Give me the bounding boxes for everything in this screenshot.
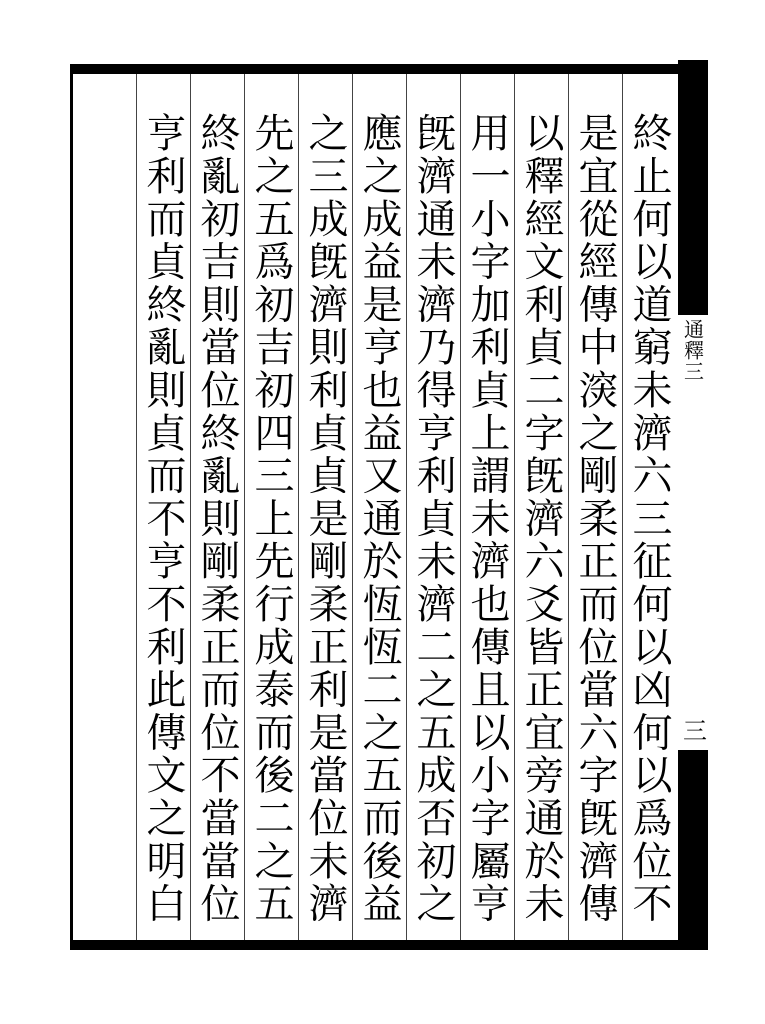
spine-black-band-bottom bbox=[678, 750, 708, 950]
text-column-10: 亨利而貞終亂則貞而不亨不利此傳文之明白 bbox=[136, 74, 190, 940]
folio-number: 三 bbox=[678, 710, 708, 750]
text-column-6: 應之成益是亨也益又通於恆恆二之五而後益 bbox=[352, 74, 406, 940]
text-column-2: 是宜從經傳中㴱之剛柔正而位當六字旣濟傳 bbox=[568, 74, 622, 940]
text-column-1: 終止何以道窮未濟六三征何以凶何以爲位不 bbox=[622, 74, 676, 940]
text-column-blank bbox=[82, 74, 136, 940]
text-columns bbox=[80, 74, 676, 940]
spine-black-band-top bbox=[678, 60, 708, 310]
spine-blank bbox=[678, 465, 708, 710]
spine-title: 通釋三 bbox=[678, 315, 708, 465]
text-column-8: 先之五爲初吉初四三上先行成泰而後二之五 bbox=[244, 74, 298, 940]
text-column-7: 之三成旣濟則利貞貞是剛柔正利是當位未濟 bbox=[298, 74, 352, 940]
book-spine bbox=[678, 60, 708, 950]
text-column-5: 旣濟通未濟乃得亨利貞未濟二之五成否初之 bbox=[406, 74, 460, 940]
text-column-3: 以釋經文利貞二字旣濟六爻皆正宜旁通於未 bbox=[514, 74, 568, 940]
text-column-9: 終亂初吉則當位終亂則剛柔正而位不當當位 bbox=[190, 74, 244, 940]
text-column-4: 用一小字加利貞上謂未濟也傳且以小字屬亨 bbox=[460, 74, 514, 940]
